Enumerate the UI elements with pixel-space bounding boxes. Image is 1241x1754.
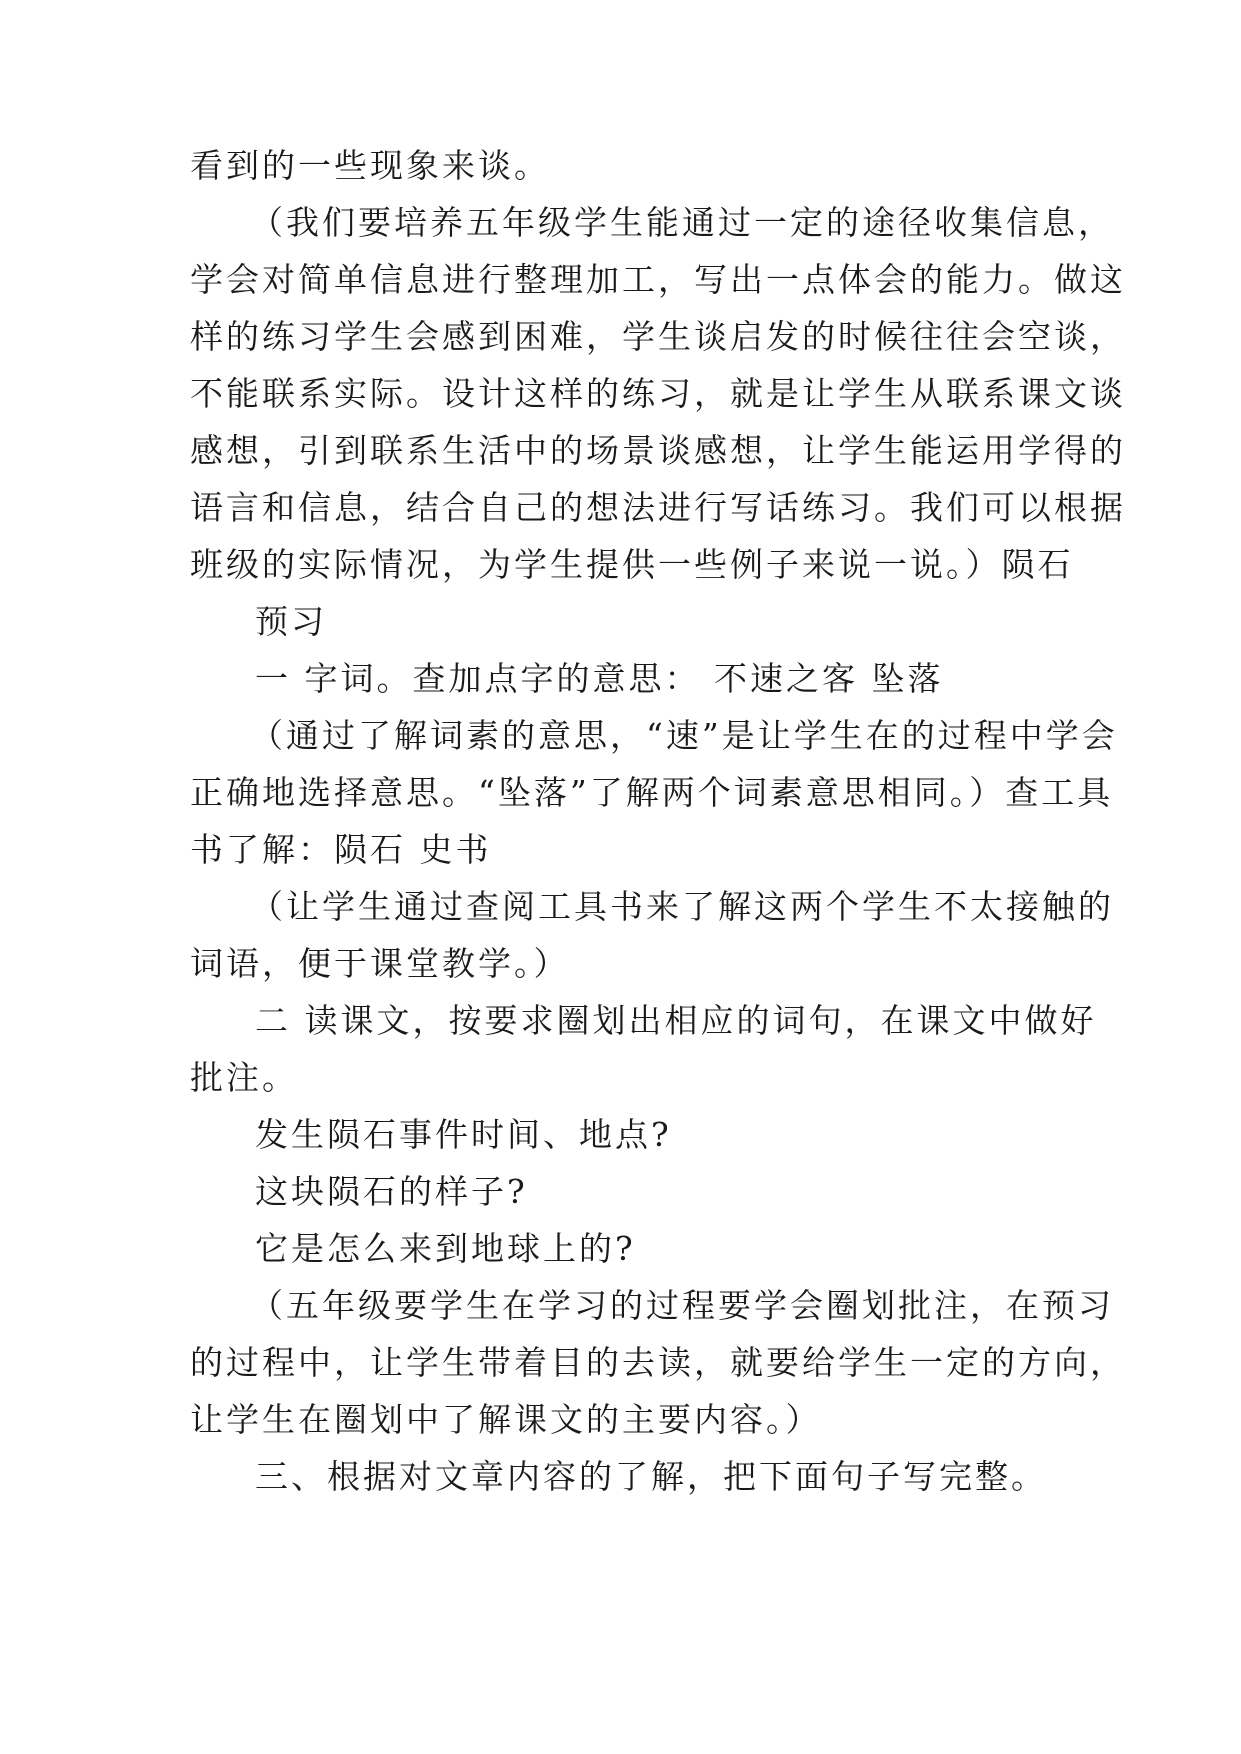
text-line: 批注。	[190, 1058, 298, 1097]
text-line: （我们要培养五年级学生能通过一定的途径收集信息，	[250, 203, 1114, 242]
text-line: 词语，便于课堂教学。）	[190, 944, 570, 983]
section-heading: 预习	[255, 602, 327, 641]
text-line: 感想，引到联系生活中的场景谈感想，让学生能运用学得的	[190, 431, 1126, 470]
text-line: 班级的实际情况，为学生提供一些例子来说一说。）陨石	[190, 545, 1074, 584]
text-line: 一 字词。查加点字的意思： 不速之客 坠落	[255, 659, 944, 698]
text-line: 看到的一些现象来谈。	[190, 146, 550, 185]
text-line: （让学生通过查阅工具书来了解这两个学生不太接触的	[250, 887, 1114, 926]
text-line: 不能联系实际。设计这样的练习，就是让学生从联系课文谈	[190, 374, 1126, 413]
question-line: 发生陨石事件时间、地点?	[255, 1115, 672, 1154]
text-line: （通过了解词素的意思，“速”是让学生在的过程中学会	[250, 716, 1118, 755]
text-line: 正确地选择意思。“坠落”了解两个词素意思相同。）查工具	[190, 773, 1114, 812]
text-line: （五年级要学生在学习的过程要学会圈划批注，在预习	[250, 1286, 1114, 1325]
question-line: 它是怎么来到地球上的?	[255, 1229, 636, 1268]
text-line: 书了解：陨石 史书	[190, 830, 492, 869]
question-line: 这块陨石的样子?	[255, 1172, 528, 1211]
text-line: 的过程中，让学生带着目的去读，就要给学生一定的方向，	[190, 1343, 1126, 1382]
text-line: 二 读课文，按要求圈划出相应的词句，在课文中做好	[255, 1001, 1097, 1040]
text-line: 学会对简单信息进行整理加工，写出一点体会的能力。做这	[190, 260, 1126, 299]
text-line: 语言和信息，结合自己的想法进行写话练习。我们可以根据	[190, 488, 1126, 527]
text-line: 样的练习学生会感到困难，学生谈启发的时候往往会空谈，	[190, 317, 1126, 356]
text-line: 让学生在圈划中了解课文的主要内容。）	[190, 1400, 822, 1439]
text-line: 三、根据对文章内容的了解，把下面句子写完整。	[255, 1457, 1047, 1496]
